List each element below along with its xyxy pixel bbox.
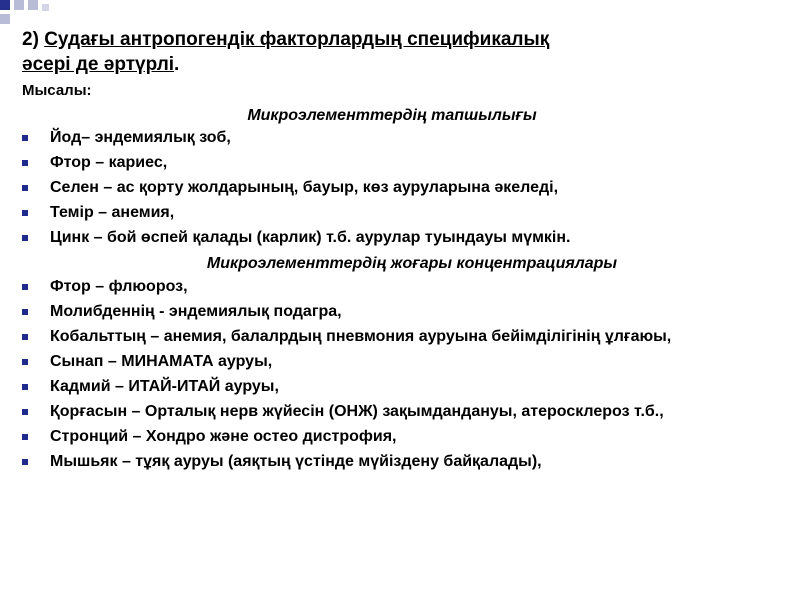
- corner-square: [42, 4, 49, 11]
- corner-decoration: [0, 0, 130, 30]
- list-item: Кадмий – ИТАЙ-ИТАЙ ауруы,: [22, 378, 782, 396]
- list-item: Молибденнің - эндемиялық подагра,: [22, 303, 782, 321]
- deficiency-list: [22, 129, 782, 247]
- list-item: Стронций – Хондро және остео дистрофия,: [22, 428, 782, 446]
- title-number: 2): [22, 29, 45, 50]
- intro-text: Мысалы:: [22, 82, 92, 99]
- corner-square: [14, 0, 24, 10]
- corner-square: [0, 14, 10, 24]
- corner-square: [28, 0, 38, 10]
- list-item: Фтор – кариес,: [22, 154, 782, 172]
- section-heading-deficiency: Микроэлементтердің тапшылығы: [247, 107, 537, 124]
- title-line1: Судағы антропогендік факторлардың спецификалық: [44, 29, 550, 50]
- slide-title: [22, 28, 782, 77]
- excess-list: [22, 278, 782, 471]
- list-item: Цинк – бой өспей қалады (карлик) т.б. аурулар туындауы мүмкін.: [22, 229, 782, 247]
- title-line2-suffix: .: [174, 54, 180, 75]
- list-item: Қорғасын – Орталық нерв жүйесін (ОНЖ) зақымдандануы, атеросклероз т.б.,: [22, 403, 782, 421]
- list-item: Йод– эндемиялық зоб,: [22, 129, 782, 147]
- list-item: Фтор – флюороз,: [22, 278, 782, 296]
- list-item: Сынап – МИНАМАТА ауруы,: [22, 353, 782, 371]
- list-item: Мышьяк – тұяқ ауруы (аяқтың үстінде мүйіздену байқалады),: [22, 453, 782, 471]
- title-line2: әсері де әртүрлі: [22, 54, 175, 75]
- list-item: Темір – анемия,: [22, 204, 782, 222]
- section-heading-excess: Микроэлементтердің жоғары концентрациялары: [206, 255, 618, 272]
- title-line2-wrap: [22, 53, 782, 77]
- list-item: Кобальттың – анемия, балалрдың пневмония ауруына бейімділігінің ұлғаюы,: [22, 328, 782, 346]
- slide-content: [22, 28, 782, 478]
- list-item: Селен – ас қорту жолдарының, бауыр, көз ауруларына әкеледі,: [22, 179, 782, 197]
- corner-square: [0, 0, 10, 10]
